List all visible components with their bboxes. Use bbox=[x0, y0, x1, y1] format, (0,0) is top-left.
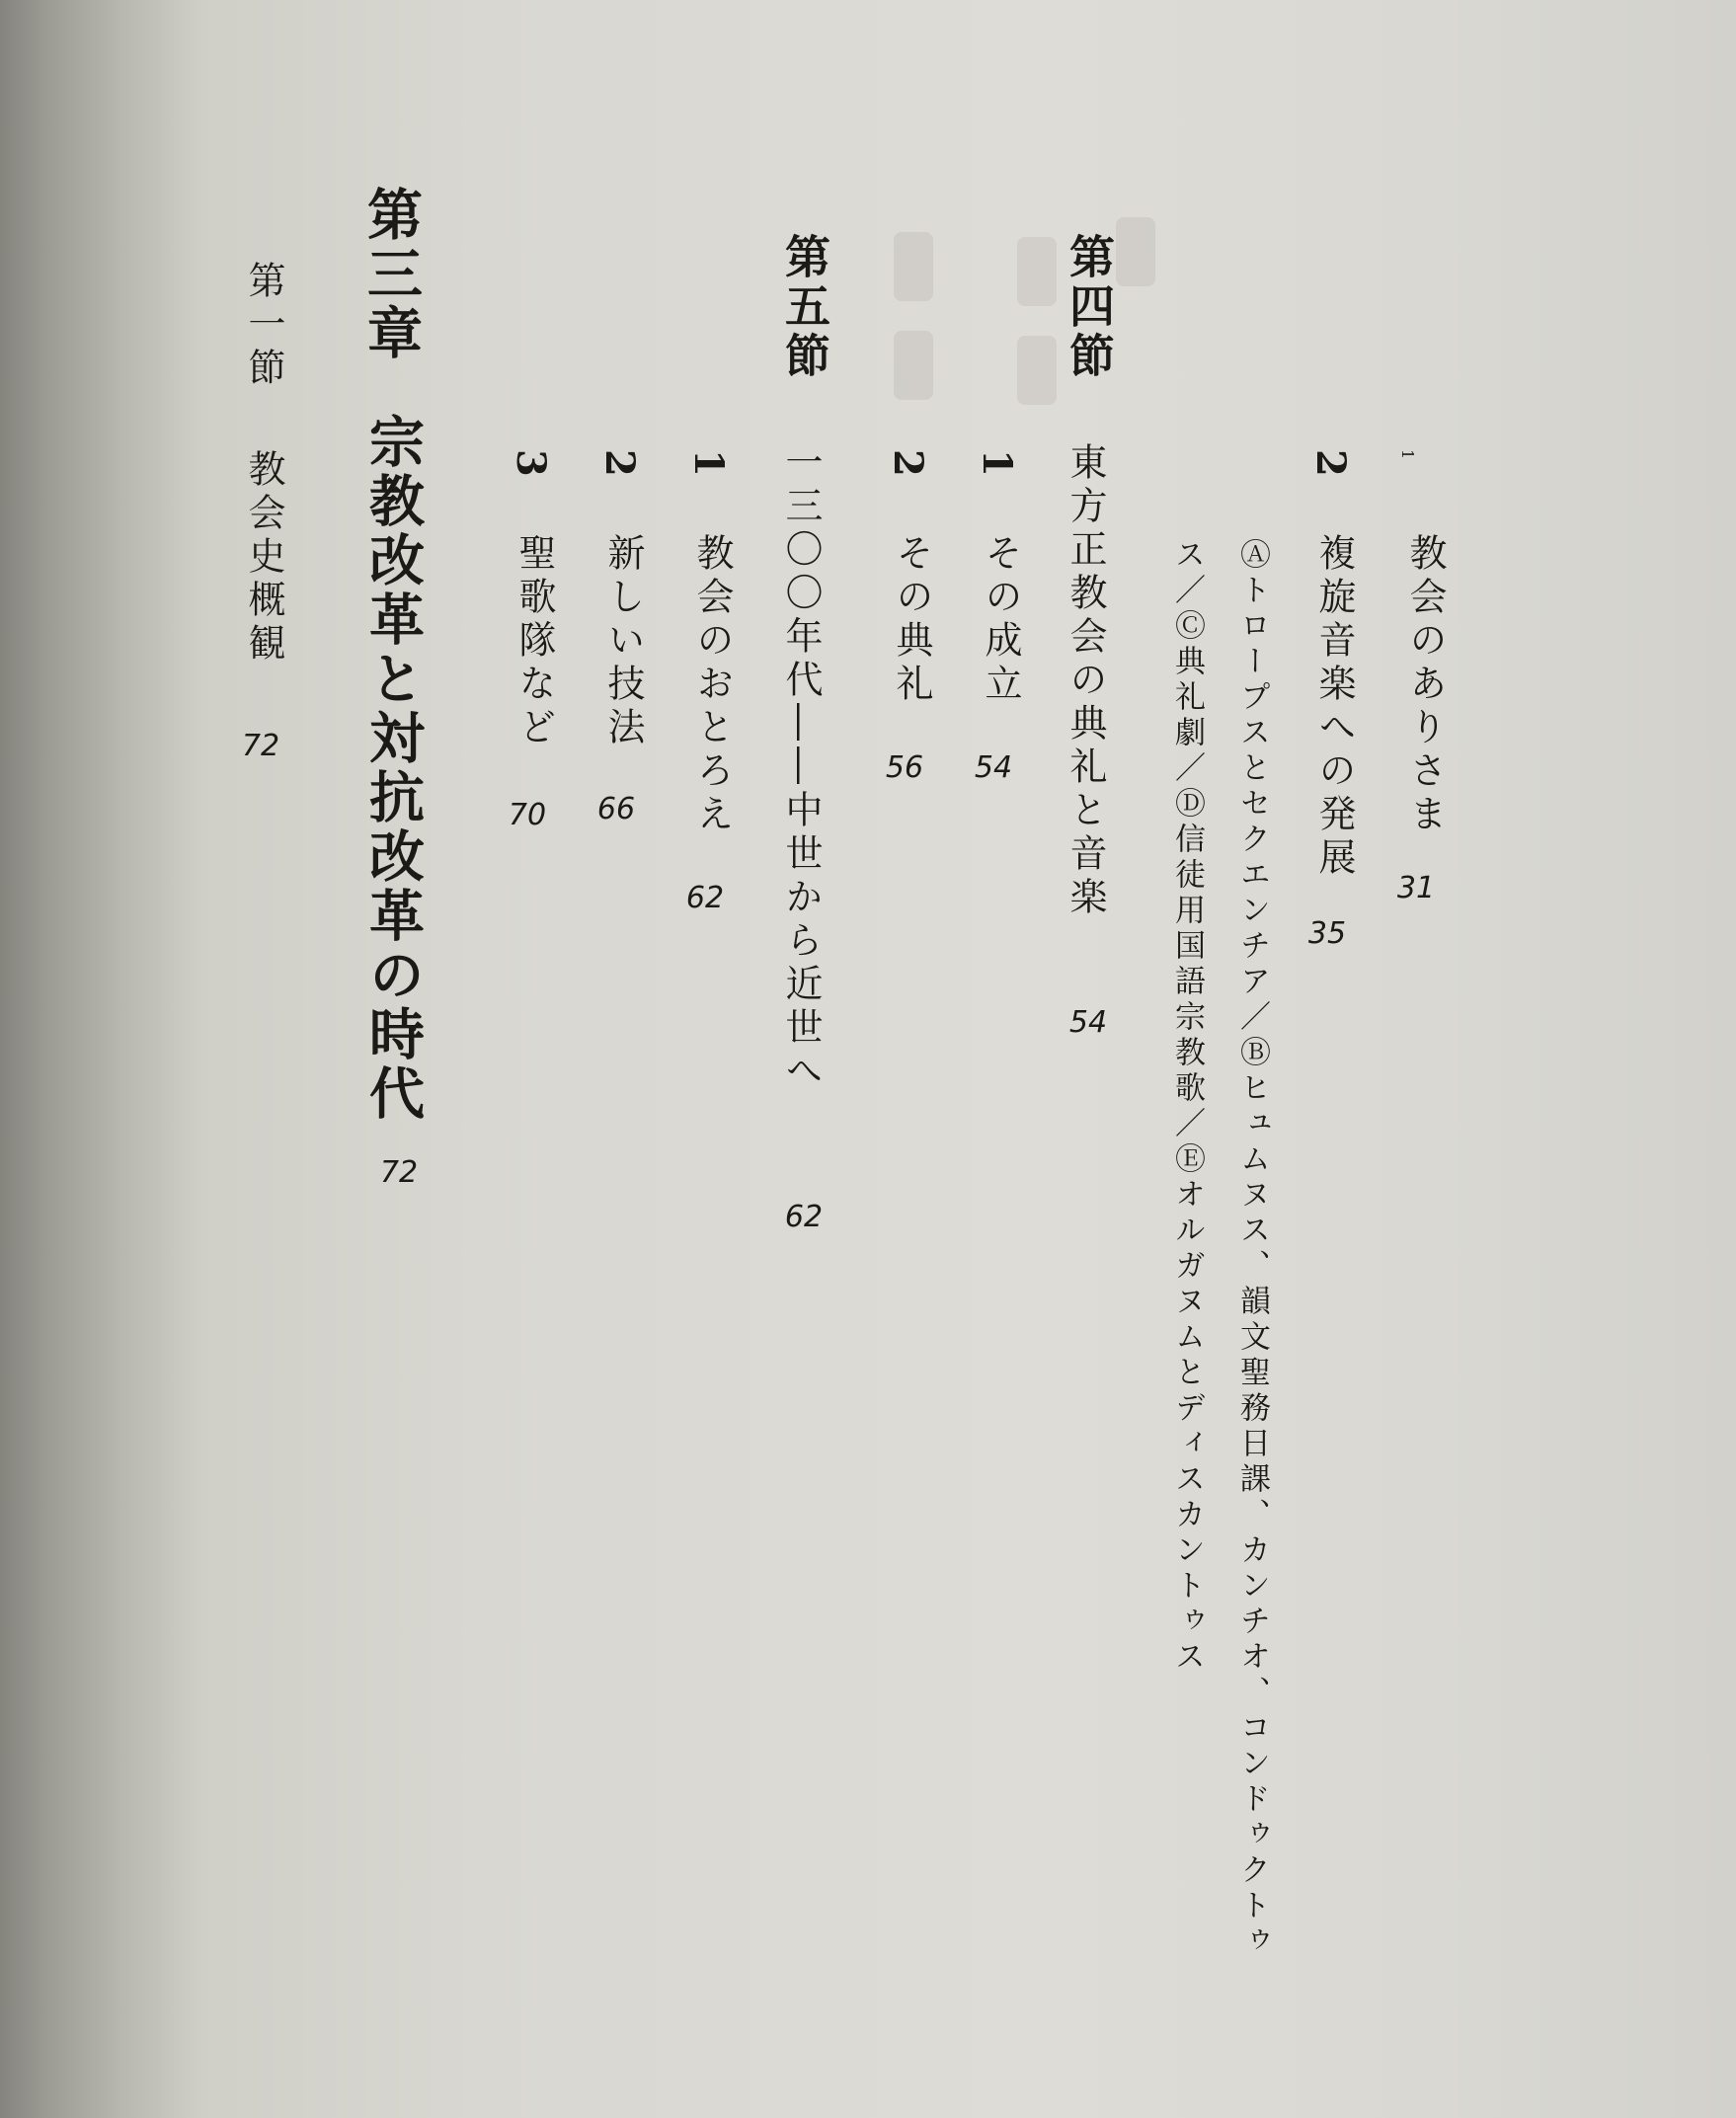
toc-item-number: 3 bbox=[508, 449, 554, 477]
toc-page-number: 62 bbox=[784, 1200, 824, 1234]
section-label: 第四節 bbox=[1063, 233, 1116, 381]
show-through-mark bbox=[894, 331, 933, 400]
toc-page-number: 72 bbox=[379, 1155, 419, 1190]
toc-item-number: 2 bbox=[596, 449, 643, 477]
section-title: 東方正教会の典礼と音楽 bbox=[1064, 442, 1107, 920]
toc-page-number: 66 bbox=[596, 792, 636, 826]
section-label: 第五節 bbox=[778, 233, 831, 381]
section-title: 教会史概観 bbox=[242, 449, 285, 667]
section-title: 一三〇〇年代――中世から近世へ bbox=[779, 442, 823, 1094]
show-through-mark bbox=[1017, 237, 1057, 306]
toc-subitems-line: Ⓐトロープスとセクエンチア／Ⓑヒュムヌス、韻文聖務日課、カンチオ、コンドゥクトゥ bbox=[1234, 538, 1270, 1960]
toc-item-title: 教会のおとろえ bbox=[690, 533, 734, 837]
toc-subitems-line: ス／Ⓒ典礼劇／Ⓓ信徒用国語宗教歌／Ⓔオルガヌムとディスカントゥス bbox=[1169, 538, 1205, 1676]
toc-item-number: 2 bbox=[885, 449, 931, 477]
toc-item-number: 2 bbox=[1307, 449, 1354, 477]
toc-item-title: 新しい技法 bbox=[601, 533, 645, 750]
toc-page-number: 56 bbox=[885, 750, 924, 785]
toc-item-title: 複旋音楽への発展 bbox=[1312, 533, 1356, 881]
toc-item-number: 1 bbox=[974, 449, 1020, 477]
toc-page-number: 70 bbox=[508, 798, 547, 832]
toc-item-title: その成立 bbox=[979, 533, 1022, 707]
toc-item-number: 1 bbox=[1398, 449, 1417, 460]
show-through-mark bbox=[1116, 217, 1155, 286]
chapter-label: 第三章 bbox=[358, 186, 424, 363]
toc-item-number: 1 bbox=[685, 449, 732, 477]
show-through-mark bbox=[1017, 336, 1057, 405]
toc-page-number: 54 bbox=[1068, 1005, 1108, 1040]
toc-page-number: 31 bbox=[1396, 871, 1436, 905]
toc-item-title: 聖歌隊など bbox=[513, 533, 556, 750]
toc-page-number: 35 bbox=[1307, 916, 1347, 951]
toc-page-number: 54 bbox=[974, 750, 1013, 785]
toc-page-number: 62 bbox=[685, 881, 725, 915]
toc-item-title: その典礼 bbox=[890, 533, 933, 707]
chapter-title: 宗教改革と対抗改革の時代 bbox=[360, 413, 426, 1124]
toc-page-number: 72 bbox=[241, 729, 280, 763]
section-label: 第一節 bbox=[242, 261, 285, 391]
toc-item-title: 教会のありさま bbox=[1403, 533, 1447, 837]
show-through-mark bbox=[894, 232, 933, 301]
